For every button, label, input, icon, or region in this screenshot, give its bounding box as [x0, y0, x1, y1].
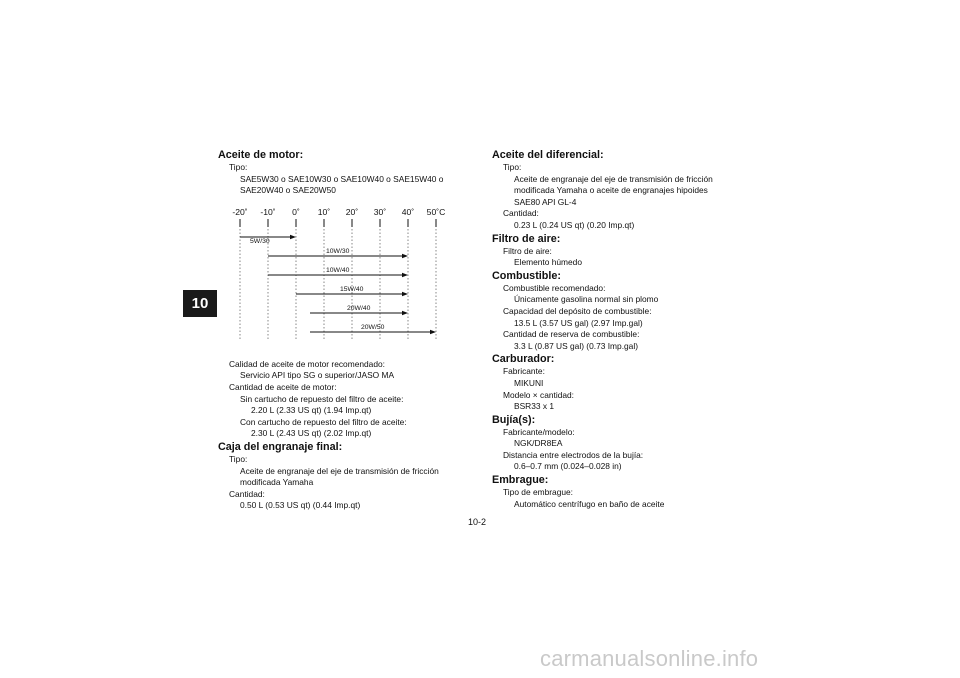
- chart-range-arrowhead: [402, 253, 408, 258]
- fuel-rec-value: Únicamente gasolina normal sin plomo: [514, 294, 659, 305]
- final-gear-heading: Caja del engranaje final:: [218, 440, 343, 453]
- chart-series-label: 10W/40: [326, 266, 350, 274]
- carburetor-maker-label: Fabricante:: [503, 366, 545, 377]
- section-tab: 10: [183, 290, 217, 317]
- fuel-reserve-value: 3.3 L (0.87 US gal) (0.73 Imp.gal): [514, 340, 638, 351]
- carburetor-maker-value: MIKUNI: [514, 377, 544, 388]
- air-filter-value: Elemento húmedo: [514, 257, 582, 268]
- clutch-heading: Embrague:: [492, 474, 549, 487]
- diff-oil-type-line1: Aceite de engranaje del eje de transmisión de fricción: [514, 173, 713, 184]
- spark-plug-heading: Bujía(s):: [492, 413, 536, 426]
- chart-range-arrowhead: [430, 329, 436, 334]
- oil-viscosity-chart-svg: [218, 203, 478, 353]
- chart-series-label: 5W/30: [250, 237, 270, 245]
- left-column: [218, 148, 478, 512]
- chart-tick-label: 50˚C: [426, 206, 446, 217]
- oil-without-filter-label: Sin cartucho de repuesto del filtro de aceite:: [240, 393, 404, 404]
- chart-series-label: 20W/40: [347, 304, 371, 312]
- fuel-rec-label: Combustible recomendado:: [503, 282, 606, 293]
- oil-viscosity-chart: [218, 203, 478, 353]
- spark-plug-maker-value: NGK/DR8EA: [514, 438, 563, 449]
- carburetor-heading: Carburador:: [492, 353, 555, 366]
- diff-oil-qty-label: Cantidad:: [503, 208, 539, 219]
- final-gear-type-label: Tipo:: [229, 453, 248, 464]
- carburetor-model-label: Modelo × cantidad:: [503, 389, 575, 400]
- chart-range-arrowhead: [402, 310, 408, 315]
- air-filter-label: Filtro de aire:: [503, 245, 552, 256]
- fuel-tank-label: Capacidad del depósito de combustible:: [503, 305, 652, 316]
- chart-tick-label: 30˚: [373, 206, 387, 217]
- carburetor-model-value: BSR33 x 1: [514, 401, 555, 412]
- chart-tick-label: 40˚: [401, 206, 415, 217]
- spark-plug-gap-value: 0.6–0.7 mm (0.024–0.028 in): [514, 461, 622, 472]
- watermark: carmanualsonline.info: [540, 646, 759, 671]
- oil-qty-label: Cantidad de aceite de motor:: [229, 381, 337, 392]
- fuel-reserve-label: Cantidad de reserva de combustible:: [503, 329, 640, 340]
- engine-oil-type-line2: SAE20W40 o SAE20W50: [240, 185, 336, 196]
- fuel-heading: Combustible:: [492, 269, 561, 282]
- engine-oil-type-line1: SAE5W30 o SAE10W30 o SAE10W40 o SAE15W40 o: [240, 173, 444, 184]
- final-gear-qty-label: Cantidad:: [229, 488, 265, 499]
- oil-without-filter-value: 2.20 L (2.33 US qt) (1.94 Imp.qt): [251, 405, 372, 416]
- fuel-tank-value: 13.5 L (3.57 US gal) (2.97 Imp.gal): [514, 317, 643, 328]
- spark-plug-maker-label: Fabricante/modelo:: [503, 426, 575, 437]
- engine-oil-type-label: Tipo:: [229, 162, 248, 172]
- final-gear-type-line2: modificada Yamaha: [240, 477, 314, 488]
- chart-tick-label: -10˚: [260, 206, 276, 217]
- diff-oil-qty-value: 0.23 L (0.24 US qt) (0.20 Imp.qt): [514, 219, 635, 230]
- diff-oil-type-line2: modificada Yamaha o aceite de engranajes hipoides: [514, 185, 708, 196]
- chart-series-label: 15W/40: [340, 285, 364, 293]
- chart-series-label: 20W/50: [361, 323, 385, 331]
- oil-with-filter-value: 2.30 L (2.43 US qt) (2.02 Imp.qt): [251, 428, 372, 439]
- chart-tick-label: 20˚: [345, 206, 359, 217]
- final-gear-type-line1: Aceite de engranaje del eje de transmisión de fricción: [240, 465, 439, 476]
- chart-tick-label: -20˚: [232, 206, 248, 217]
- chart-tick-label: 0˚: [292, 206, 300, 217]
- engine-oil-heading: Aceite de motor:: [218, 149, 304, 161]
- clutch-type-label: Tipo de embrague:: [503, 487, 573, 498]
- oil-quality-label: Calidad de aceite de motor recomendado:: [229, 358, 385, 369]
- final-gear-qty-value: 0.50 L (0.53 US qt) (0.44 Imp.qt): [240, 500, 361, 511]
- oil-with-filter-label: Con cartucho de repuesto del filtro de aceite:: [240, 416, 407, 427]
- oil-quality-value: Servicio API tipo SG o superior/JASO MA: [240, 370, 395, 381]
- spark-plug-gap-label: Distancia entre electrodos de la bujía:: [503, 449, 644, 460]
- chart-range-arrowhead: [402, 272, 408, 277]
- diff-oil-heading: Aceite del diferencial:: [492, 149, 604, 161]
- right-column: [492, 148, 752, 510]
- page-number: 10-2: [468, 517, 487, 527]
- chart-tick-label: 10˚: [317, 206, 331, 217]
- chart-series-label: 10W/30: [326, 247, 350, 255]
- diff-oil-type-label: Tipo:: [503, 162, 522, 172]
- chart-range-arrowhead: [290, 234, 296, 239]
- air-filter-heading: Filtro de aire:: [492, 232, 561, 245]
- chart-range-arrowhead: [402, 291, 408, 296]
- clutch-type-value: Automático centrífugo en baño de aceite: [514, 498, 665, 509]
- diff-oil-type-line3: SAE80 API GL-4: [514, 196, 577, 207]
